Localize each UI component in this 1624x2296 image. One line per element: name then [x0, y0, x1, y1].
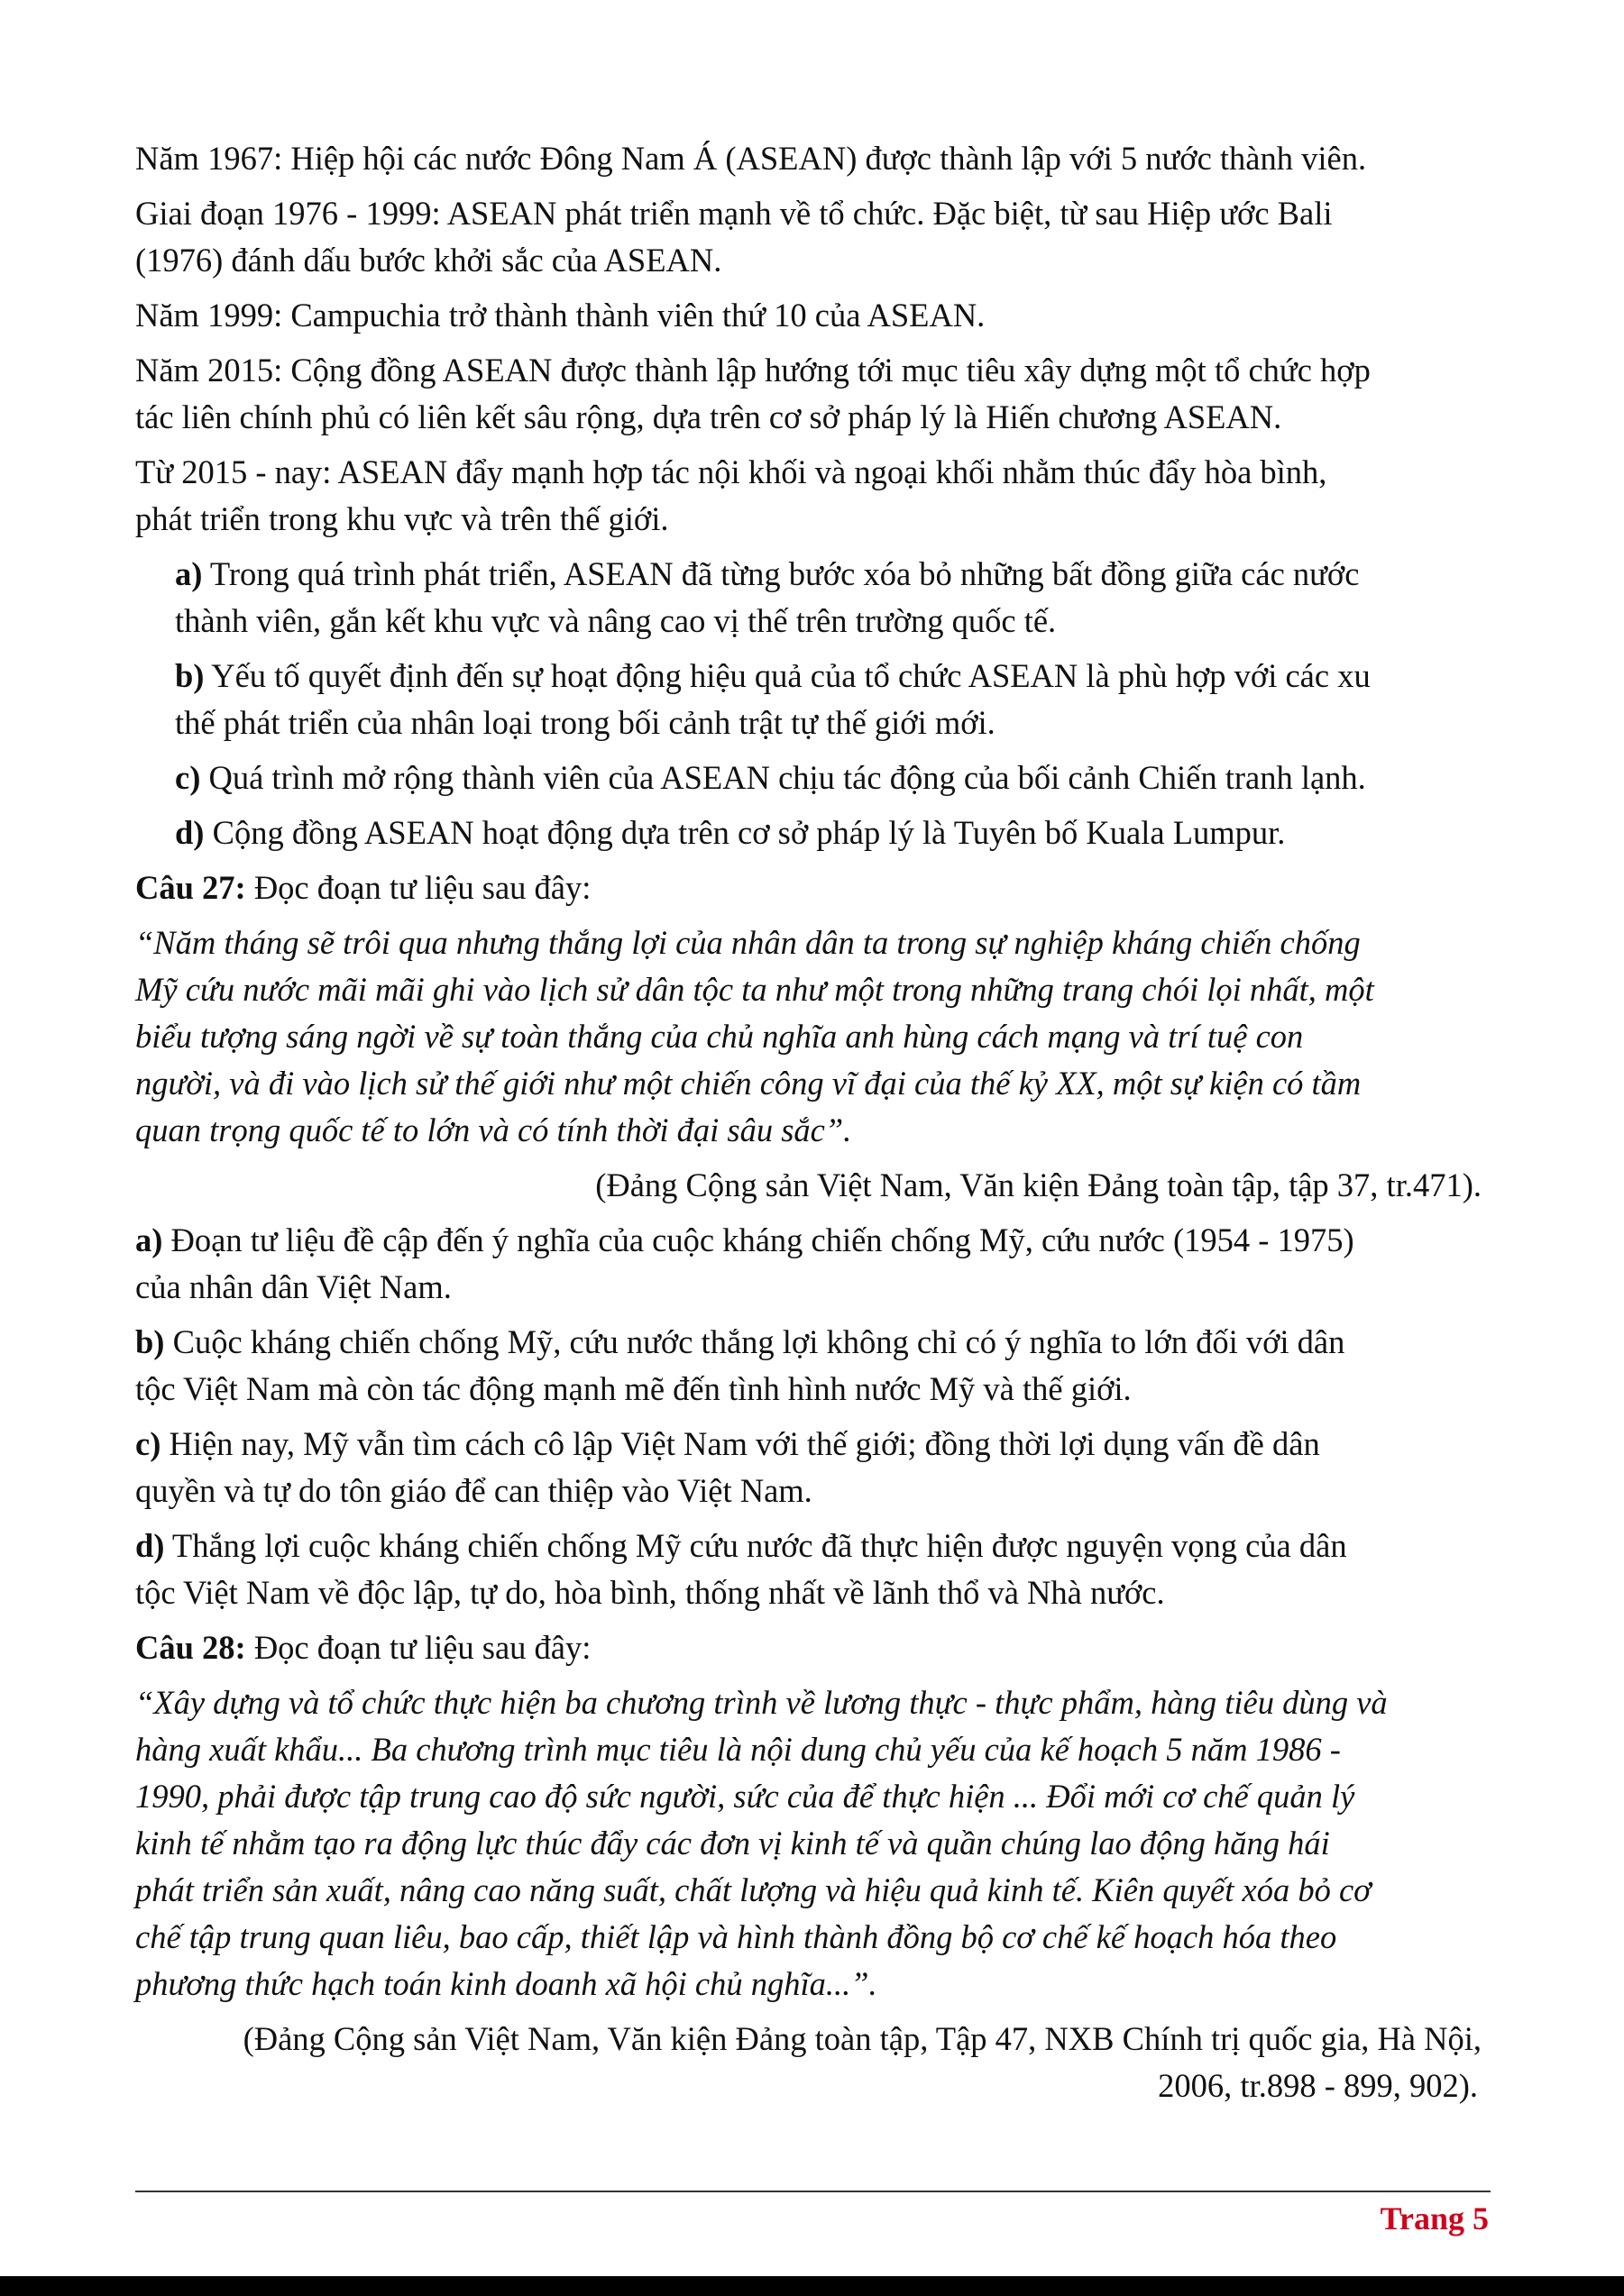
- quote-line: “Xây dựng và tổ chức thực hiện ba chương trình về lương thực - thực phẩm, hàng tiêu dùng và: [135, 1684, 1388, 1721]
- question-heading: [135, 864, 1491, 911]
- option-a: [175, 551, 1491, 598]
- question-heading: [135, 1624, 1491, 1671]
- option-text: Trong quá trình phát triển, ASEAN đã từng bước xóa bỏ những bất đồng giữa các nước: [202, 555, 1360, 592]
- page-number: Trang 5: [1380, 2200, 1489, 2237]
- option-letter: a): [135, 1221, 163, 1258]
- question-27: [135, 864, 1491, 1616]
- quote-line: quan trọng quốc tế to lớn và có tính thời đại sâu sắc”.: [135, 1111, 852, 1148]
- option-letter: c): [135, 1425, 161, 1462]
- quote-source: (Đảng Cộng sản Việt Nam, Văn kiện Đảng toàn tập, tập 37, tr.471).: [595, 1166, 1482, 1203]
- option-b: [135, 1319, 1491, 1366]
- quote-line: kinh tế nhằm tạo ra động lực thúc đẩy các đơn vị kinh tế và quần chúng lao động hăng hái: [135, 1825, 1330, 1861]
- quote-line: biểu tượng sáng ngời về sự toàn thắng của chủ nghĩa anh hùng cách mạng và trí tuệ con: [135, 1018, 1304, 1055]
- option-a: [135, 1217, 1491, 1264]
- option-letter: d): [135, 1527, 165, 1564]
- timeline-line: (1976) đánh dấu bước khởi sắc của ASEAN.: [135, 242, 722, 279]
- option-b: [175, 653, 1491, 700]
- question-prompt: Đọc đoạn tư liệu sau đây:: [245, 1629, 592, 1666]
- timeline-line: Từ 2015 - nay: ASEAN đẩy mạnh hợp tác nội khối và ngoại khối nhằm thúc đẩy hòa bình,: [135, 453, 1327, 490]
- option-b-cont: tộc Việt Nam mà còn tác động mạnh mẽ đến tình hình nước Mỹ và thế giới.: [135, 1370, 1132, 1407]
- option-text: Hiện nay, Mỹ vẫn tìm cách cô lập Việt Nam với thế giới; đồng thời lợi dụng vấn đề dân: [161, 1425, 1320, 1462]
- document-page: [135, 135, 1491, 2109]
- option-text: Đoạn tư liệu đề cập đến ý nghĩa của cuộc kháng chiến chống Mỹ, cứu nước (1954 - 1975): [162, 1221, 1354, 1258]
- quote-block: [135, 1679, 1491, 2008]
- quote-source-cont: 2006, tr.898 - 899, 902).: [1158, 2067, 1478, 2104]
- option-c-cont: quyền và tự do tôn giáo để can thiệp vào Việt Nam.: [135, 1472, 812, 1509]
- quote-line: 1990, phải được tập trung cao độ sức người, sức của để thực hiện ... Đổi mới cơ chế quản lý: [135, 1778, 1355, 1815]
- timeline-line: Năm 2015: Cộng đồng ASEAN được thành lập hướng tới mục tiêu xây dựng một tổ chức hợp: [135, 352, 1371, 389]
- option-text: Cuộc kháng chiến chống Mỹ, cứu nước thắng lợi không chỉ có ý nghĩa to lớn đối với dân: [164, 1323, 1345, 1360]
- option-a-cont: thành viên, gắn kết khu vực và nâng cao vị thế trên trường quốc tế.: [175, 602, 1057, 639]
- timeline-line: Giai đoạn 1976 - 1999: ASEAN phát triển mạnh về tổ chức. Đặc biệt, từ sau Hiệp ước Bali: [135, 195, 1333, 232]
- timeline-line: tác liên chính phủ có liên kết sâu rộng, dựa trên cơ sở pháp lý là Hiến chương ASEAN.: [135, 398, 1282, 435]
- option-text: Quá trình mở rộng thành viên của ASEAN chịu tác động của bối cảnh Chiến tranh lạnh.: [200, 759, 1366, 796]
- question-label: Câu 28:: [135, 1629, 246, 1666]
- question-label: Câu 27:: [135, 869, 246, 906]
- option-text: Thắng lợi cuộc kháng chiến chống Mỹ cứu nước đã thực hiện được nguyện vọng của dân: [164, 1527, 1347, 1564]
- option-a-cont: của nhân dân Việt Nam.: [135, 1268, 452, 1305]
- quote-line: hàng xuất khẩu... Ba chương trình mục tiêu là nội dung chủ yếu của kế hoạch 5 năm 1986 -: [135, 1731, 1341, 1768]
- quote-line: Mỹ cứu nước mãi mãi ghi vào lịch sử dân tộc ta như một trong những trang chói lọi nhất, một: [135, 971, 1374, 1008]
- quote-line: phương thức hạch toán kinh doanh xã hội chủ nghĩa...”.: [135, 1965, 877, 2002]
- quote-block: [135, 919, 1491, 1154]
- option-d: [135, 1523, 1491, 1569]
- quote-line: phát triển sản xuất, nâng cao năng suất, chất lượng và hiệu quả kinh tế. Kiên quyết xóa bỏ cơ: [135, 1871, 1372, 1908]
- option-b-cont: thế phát triển của nhân loại trong bối cảnh trật tự thế giới mới.: [175, 704, 996, 741]
- option-letter: c): [175, 759, 201, 796]
- option-c: [135, 1421, 1491, 1468]
- quote-line: “Năm tháng sẽ trôi qua nhưng thắng lợi của nhân dân ta trong sự nghiệp kháng chiến chống: [135, 924, 1361, 961]
- option-letter: a): [175, 555, 203, 592]
- option-text: Yếu tố quyết định đến sự hoạt động hiệu quả của tổ chức ASEAN là phù hợp với các xu: [204, 657, 1371, 694]
- question-28: [135, 1624, 1491, 2109]
- question-prompt: Đọc đoạn tư liệu sau đây:: [245, 869, 592, 906]
- option-d-cont: tộc Việt Nam về độc lập, tự do, hòa bình, thống nhất về lãnh thổ và Nhà nước.: [135, 1574, 1165, 1611]
- q26-options: [135, 551, 1491, 856]
- option-letter: b): [135, 1323, 165, 1360]
- timeline-line: phát triển trong khu vực và trên thế giới.: [135, 500, 669, 537]
- quote-line: người, và đi vào lịch sử thế giới như một chiến công vĩ đại của thế kỷ XX, một sự kiện có tầm: [135, 1065, 1362, 1102]
- bottom-bar: [0, 2276, 1624, 2296]
- option-letter: b): [175, 657, 205, 694]
- option-c: [175, 755, 1491, 801]
- footer-divider: [135, 2191, 1491, 2192]
- quote-line: chế tập trung quan liêu, bao cấp, thiết lập và hình thành đồng bộ cơ chế kế hoạch hóa theo: [135, 1918, 1337, 1955]
- quote-source: (Đảng Cộng sản Việt Nam, Văn kiện Đảng toàn tập, Tập 47, NXB Chính trị quốc gia, Hà Nội,: [243, 2020, 1482, 2057]
- option-text: Cộng đồng ASEAN hoạt động dựa trên cơ sở pháp lý là Tuyên bố Kuala Lumpur.: [204, 814, 1286, 851]
- timeline-line: Năm 1999: Campuchia trở thành thành viên thứ 10 của ASEAN.: [135, 297, 986, 334]
- option-letter: d): [175, 814, 205, 851]
- timeline-paragraphs: [135, 135, 1491, 543]
- option-d: [175, 810, 1491, 856]
- timeline-line: Năm 1967: Hiệp hội các nước Đông Nam Á (ASEAN) được thành lập với 5 nước thành viên.: [135, 140, 1367, 177]
